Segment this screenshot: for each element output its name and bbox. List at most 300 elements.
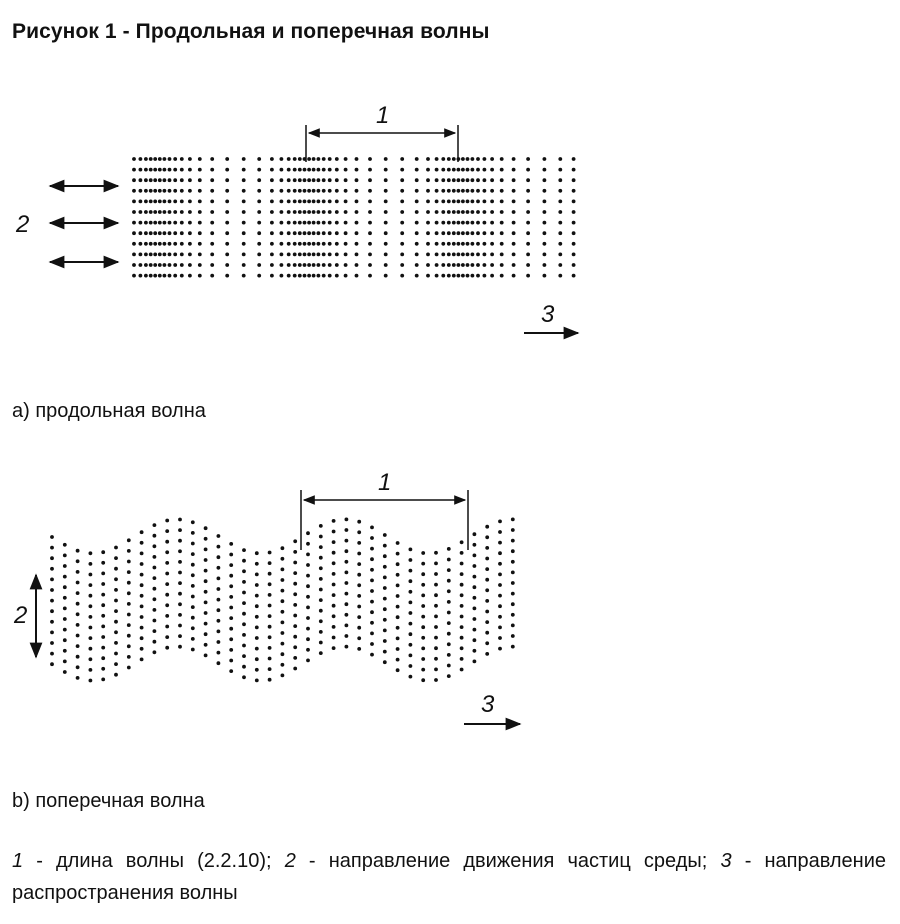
particle-dot bbox=[332, 540, 336, 544]
particle-dot bbox=[345, 645, 349, 649]
particle-dot bbox=[165, 635, 169, 639]
particle-dot bbox=[168, 263, 172, 267]
particle-dot bbox=[163, 231, 167, 235]
particle-dot bbox=[210, 274, 214, 278]
particle-dot bbox=[317, 231, 321, 235]
particle-dot bbox=[512, 157, 516, 161]
particle-dot bbox=[370, 547, 374, 551]
particle-dot bbox=[572, 242, 576, 246]
particle-dot bbox=[511, 528, 515, 532]
particle-dot bbox=[511, 634, 515, 638]
particle-dot bbox=[101, 582, 105, 586]
particle-dot bbox=[457, 263, 461, 267]
particle-dot bbox=[476, 157, 480, 161]
particle-dot bbox=[89, 636, 93, 640]
particle-dot bbox=[344, 242, 348, 246]
particle-dot bbox=[400, 157, 404, 161]
particle-dot bbox=[163, 242, 167, 246]
particle-dot bbox=[255, 604, 259, 608]
particle-dot bbox=[114, 609, 118, 613]
particle-dot bbox=[426, 221, 430, 225]
particle-dot bbox=[268, 625, 272, 629]
particle-dot bbox=[441, 210, 445, 214]
particle-dot bbox=[461, 263, 465, 267]
particle-dot bbox=[306, 616, 310, 620]
particle-dot bbox=[384, 231, 388, 235]
particle-dot bbox=[153, 608, 157, 612]
particle-dot bbox=[384, 274, 388, 278]
particle-dot bbox=[476, 242, 480, 246]
particle-dot bbox=[298, 200, 302, 204]
particle-dot bbox=[461, 189, 465, 193]
particle-dot bbox=[149, 221, 153, 225]
particle-dot bbox=[490, 263, 494, 267]
particle-dot bbox=[457, 200, 461, 204]
particle-dot bbox=[384, 263, 388, 267]
particle-dot bbox=[163, 168, 167, 172]
particle-dot bbox=[165, 572, 169, 576]
particle-dot bbox=[140, 658, 144, 662]
particle-dot bbox=[158, 189, 162, 193]
particle-dot bbox=[255, 615, 259, 619]
particle-dot bbox=[225, 189, 229, 193]
particle-dot bbox=[303, 189, 307, 193]
particle-dot bbox=[153, 200, 157, 204]
particle-dot bbox=[452, 221, 456, 225]
particle-dot bbox=[415, 168, 419, 172]
particle-dot bbox=[303, 210, 307, 214]
particle-dot bbox=[572, 253, 576, 257]
particle-dot bbox=[396, 615, 400, 619]
particle-dot bbox=[344, 178, 348, 182]
particle-dot bbox=[490, 200, 494, 204]
particle-dot bbox=[500, 200, 504, 204]
particle-dot bbox=[63, 564, 67, 568]
particle-dot bbox=[149, 189, 153, 193]
particle-dot bbox=[144, 242, 148, 246]
particle-dot bbox=[512, 242, 516, 246]
particle-dot bbox=[543, 189, 547, 193]
particle-dot bbox=[370, 557, 374, 561]
particle-dot bbox=[144, 274, 148, 278]
particle-dot bbox=[473, 617, 477, 621]
particle-dot bbox=[242, 591, 246, 595]
particle-dot bbox=[50, 631, 54, 635]
particle-dot bbox=[384, 200, 388, 204]
particle-dot bbox=[498, 604, 502, 608]
particle-dot bbox=[332, 614, 336, 618]
particle-dot bbox=[270, 189, 274, 193]
particle-dot bbox=[127, 581, 131, 585]
particle-dot bbox=[498, 573, 502, 577]
particle-dot bbox=[180, 231, 184, 235]
particle-dot bbox=[191, 616, 195, 620]
particle-dot bbox=[345, 581, 349, 585]
particle-dot bbox=[242, 263, 246, 267]
particle-dot bbox=[127, 634, 131, 638]
particle-dot bbox=[307, 200, 311, 204]
particle-dot bbox=[483, 263, 487, 267]
particle-dot bbox=[409, 590, 413, 594]
particle-dot bbox=[473, 543, 477, 547]
particle-dot bbox=[139, 263, 143, 267]
particle-dot bbox=[383, 586, 387, 590]
particle-dot bbox=[163, 263, 167, 267]
particle-dot bbox=[198, 210, 202, 214]
particle-dot bbox=[242, 633, 246, 637]
particle-dot bbox=[471, 189, 475, 193]
particle-dot bbox=[332, 604, 336, 608]
particle-dot bbox=[210, 200, 214, 204]
particle-dot bbox=[452, 210, 456, 214]
particle-dot bbox=[158, 157, 162, 161]
particle-dot bbox=[483, 242, 487, 246]
particle-dot bbox=[306, 553, 310, 557]
particle-dot bbox=[242, 189, 246, 193]
particle-dot bbox=[76, 665, 80, 669]
particle-dot bbox=[335, 157, 339, 161]
particle-dot bbox=[188, 242, 192, 246]
particle-dot bbox=[165, 625, 169, 629]
particle-dot bbox=[441, 157, 445, 161]
particle-dot bbox=[312, 221, 316, 225]
particle-dot bbox=[293, 550, 297, 554]
particle-dot bbox=[89, 573, 93, 577]
particle-dot bbox=[89, 626, 93, 630]
particle-dot bbox=[270, 274, 274, 278]
particle-dot bbox=[473, 596, 477, 600]
particle-dot bbox=[165, 646, 169, 650]
particle-dot bbox=[319, 598, 323, 602]
particle-dot bbox=[217, 598, 221, 602]
particle-dot bbox=[332, 583, 336, 587]
particle-dot bbox=[447, 221, 451, 225]
particle-dot bbox=[434, 615, 438, 619]
particle-dot bbox=[457, 253, 461, 257]
particle-dot bbox=[306, 606, 310, 610]
particle-dot bbox=[287, 231, 291, 235]
particle-dot bbox=[426, 168, 430, 172]
particle-dot bbox=[50, 588, 54, 592]
particle-dot bbox=[303, 200, 307, 204]
particle-dot bbox=[132, 274, 136, 278]
particle-dot bbox=[512, 178, 516, 182]
particle-dot bbox=[114, 630, 118, 634]
particle-dot bbox=[452, 274, 456, 278]
particle-dot bbox=[370, 600, 374, 604]
particle-dot bbox=[307, 221, 311, 225]
particle-dot bbox=[400, 263, 404, 267]
particle-dot bbox=[384, 157, 388, 161]
particle-dot bbox=[63, 617, 67, 621]
particle-dot bbox=[280, 263, 284, 267]
particle-dot bbox=[168, 210, 172, 214]
particle-dot bbox=[188, 210, 192, 214]
particle-dot bbox=[191, 648, 195, 652]
particle-dot bbox=[168, 189, 172, 193]
particle-dot bbox=[466, 178, 470, 182]
particle-dot bbox=[447, 168, 451, 172]
legend-text-1: - длина волны (2.2.10); bbox=[23, 850, 285, 872]
particle-dot bbox=[473, 532, 477, 536]
particle-dot bbox=[168, 178, 172, 182]
particle-dot bbox=[415, 231, 419, 235]
particle-dot bbox=[368, 189, 372, 193]
particle-dot bbox=[460, 668, 464, 672]
particle-dot bbox=[180, 200, 184, 204]
caption-transverse: b) поперечная волна bbox=[12, 790, 205, 812]
particle-dot bbox=[543, 263, 547, 267]
particle-dot bbox=[461, 178, 465, 182]
particle-dot bbox=[526, 210, 530, 214]
particle-dot bbox=[322, 274, 326, 278]
particle-dot bbox=[165, 614, 169, 618]
particle-dot bbox=[473, 607, 477, 611]
particle-dot bbox=[500, 253, 504, 257]
particle-dot bbox=[421, 668, 425, 672]
particle-dot bbox=[178, 539, 182, 543]
particle-dot bbox=[293, 157, 297, 161]
particle-dot bbox=[268, 572, 272, 576]
particle-dot bbox=[188, 200, 192, 204]
particle-dot bbox=[293, 178, 297, 182]
particle-dot bbox=[370, 579, 374, 583]
particle-dot bbox=[298, 189, 302, 193]
particle-dot bbox=[50, 546, 54, 550]
particle-dot bbox=[153, 523, 157, 527]
particle-dot bbox=[76, 581, 80, 585]
particle-dot bbox=[229, 595, 233, 599]
particle-dot bbox=[306, 542, 310, 546]
particle-dot bbox=[307, 189, 311, 193]
particle-dot bbox=[173, 157, 177, 161]
particle-dot bbox=[198, 157, 202, 161]
particle-dot bbox=[89, 551, 93, 555]
legend-number-2: 2 bbox=[284, 850, 296, 872]
particle-dot bbox=[572, 221, 576, 225]
particle-dot bbox=[312, 200, 316, 204]
particle-dot bbox=[328, 200, 332, 204]
particle-dot bbox=[328, 274, 332, 278]
particle-dot bbox=[127, 538, 131, 542]
particle-dot bbox=[335, 168, 339, 172]
particle-dot bbox=[280, 253, 284, 257]
particle-dot bbox=[447, 589, 451, 593]
particle-dot bbox=[144, 168, 148, 172]
particle-dot bbox=[225, 274, 229, 278]
particle-dot bbox=[229, 616, 233, 620]
particle-dot bbox=[280, 200, 284, 204]
particle-dot bbox=[457, 242, 461, 246]
particle-dot bbox=[127, 570, 131, 574]
particle-dot bbox=[435, 189, 439, 193]
particle-dot bbox=[139, 200, 143, 204]
particle-dot bbox=[332, 551, 336, 555]
particle-dot bbox=[268, 604, 272, 608]
particle-dot bbox=[50, 609, 54, 613]
particle-dot bbox=[317, 168, 321, 172]
particle-dot bbox=[50, 652, 54, 656]
particle-dot bbox=[476, 178, 480, 182]
particle-dot bbox=[165, 519, 169, 523]
particle-dot bbox=[434, 636, 438, 640]
particle-dot bbox=[281, 557, 285, 561]
particle-dot bbox=[242, 654, 246, 658]
particle-dot bbox=[210, 221, 214, 225]
particle-dot bbox=[76, 559, 80, 563]
particle-dot bbox=[191, 595, 195, 599]
particle-dot bbox=[257, 231, 261, 235]
particle-dot bbox=[191, 552, 195, 556]
particle-dot bbox=[483, 200, 487, 204]
particle-dot bbox=[319, 545, 323, 549]
particle-dot bbox=[217, 608, 221, 612]
particle-dot bbox=[400, 274, 404, 278]
particle-dot bbox=[396, 647, 400, 651]
legend-text-3: - направление распространения волны bbox=[12, 850, 887, 904]
particle-dot bbox=[511, 592, 515, 596]
particle-dot bbox=[210, 189, 214, 193]
particle-dot bbox=[89, 679, 93, 683]
particle-dot bbox=[500, 263, 504, 267]
particle-dot bbox=[191, 520, 195, 524]
particle-dot bbox=[210, 242, 214, 246]
particle-dot bbox=[328, 253, 332, 257]
particle-dot bbox=[281, 599, 285, 603]
particle-dot bbox=[281, 546, 285, 550]
particle-dot bbox=[293, 263, 297, 267]
particle-dot bbox=[558, 221, 562, 225]
particle-dot bbox=[368, 231, 372, 235]
particle-dot bbox=[225, 253, 229, 257]
particle-dot bbox=[543, 178, 547, 182]
particle-dot bbox=[490, 157, 494, 161]
particle-dot bbox=[572, 189, 576, 193]
particle-dot bbox=[543, 274, 547, 278]
particle-dot bbox=[217, 566, 221, 570]
particle-dot bbox=[332, 636, 336, 640]
particle-dot bbox=[435, 210, 439, 214]
particle-dot bbox=[114, 662, 118, 666]
particle-dot bbox=[306, 574, 310, 578]
particle-dot bbox=[345, 549, 349, 553]
particle-dot bbox=[127, 613, 131, 617]
particle-dot bbox=[50, 599, 54, 603]
particle-dot bbox=[257, 200, 261, 204]
particle-dot bbox=[370, 610, 374, 614]
particle-dot bbox=[344, 263, 348, 267]
particle-dot bbox=[153, 221, 157, 225]
particle-dot bbox=[242, 644, 246, 648]
particle-dot bbox=[400, 200, 404, 204]
particle-dot bbox=[76, 549, 80, 553]
particle-dot bbox=[165, 550, 169, 554]
particle-dot bbox=[307, 231, 311, 235]
particle-dot bbox=[153, 650, 157, 654]
particle-dot bbox=[287, 210, 291, 214]
particle-dot bbox=[383, 639, 387, 643]
particle-dot bbox=[452, 189, 456, 193]
particle-dot bbox=[400, 253, 404, 257]
particle-dot bbox=[421, 583, 425, 587]
particle-dot bbox=[168, 221, 172, 225]
particle-dot bbox=[415, 200, 419, 204]
particle-dot bbox=[344, 274, 348, 278]
particle-dot bbox=[158, 178, 162, 182]
particle-dot bbox=[139, 253, 143, 257]
particle-dot bbox=[89, 583, 93, 587]
particle-dot bbox=[144, 157, 148, 161]
particle-dot bbox=[466, 231, 470, 235]
particle-dot bbox=[498, 594, 502, 598]
particle-dot bbox=[490, 253, 494, 257]
particle-dot bbox=[383, 554, 387, 558]
particle-dot bbox=[178, 528, 182, 532]
particle-dot bbox=[306, 563, 310, 567]
particle-dot bbox=[140, 530, 144, 534]
particle-dot bbox=[383, 629, 387, 633]
particle-dot bbox=[287, 242, 291, 246]
particle-dot bbox=[204, 569, 208, 573]
particle-dot bbox=[543, 231, 547, 235]
particle-dot bbox=[421, 657, 425, 661]
particle-dot bbox=[526, 263, 530, 267]
particle-dot bbox=[409, 611, 413, 615]
particle-dot bbox=[293, 614, 297, 618]
particle-dot bbox=[255, 668, 259, 672]
particle-dot bbox=[127, 602, 131, 606]
particle-dot bbox=[512, 200, 516, 204]
longitudinal-wave-figure bbox=[0, 90, 900, 350]
particle-dot bbox=[357, 647, 361, 651]
particle-dot bbox=[191, 573, 195, 577]
particle-dot bbox=[280, 157, 284, 161]
particle-dot bbox=[355, 178, 359, 182]
particle-dot bbox=[485, 578, 489, 582]
particle-dot bbox=[188, 263, 192, 267]
particle-dot bbox=[317, 189, 321, 193]
particle-dot bbox=[178, 549, 182, 553]
particle-dot bbox=[457, 221, 461, 225]
particle-dot bbox=[368, 274, 372, 278]
particle-dot bbox=[322, 263, 326, 267]
particle-dot bbox=[306, 584, 310, 588]
particle-dot bbox=[415, 157, 419, 161]
particle-dot bbox=[498, 583, 502, 587]
particle-dot bbox=[50, 535, 54, 539]
particle-dot bbox=[139, 210, 143, 214]
particle-dot bbox=[158, 231, 162, 235]
particle-dot bbox=[335, 189, 339, 193]
particle-dot bbox=[471, 242, 475, 246]
particle-dot bbox=[242, 665, 246, 669]
particle-dot bbox=[132, 263, 136, 267]
particle-dot bbox=[168, 242, 172, 246]
particle-dot bbox=[242, 242, 246, 246]
particle-dot bbox=[257, 210, 261, 214]
particle-dot bbox=[476, 253, 480, 257]
particle-dot bbox=[396, 562, 400, 566]
particle-dot bbox=[153, 210, 157, 214]
particle-dot bbox=[114, 546, 118, 550]
particle-dot bbox=[132, 168, 136, 172]
particle-dot bbox=[526, 168, 530, 172]
particle-dot bbox=[204, 601, 208, 605]
particle-dot bbox=[357, 605, 361, 609]
particle-dot bbox=[396, 584, 400, 588]
particle-dot bbox=[461, 274, 465, 278]
caption-longitudinal: а) продольная волна bbox=[12, 400, 206, 422]
